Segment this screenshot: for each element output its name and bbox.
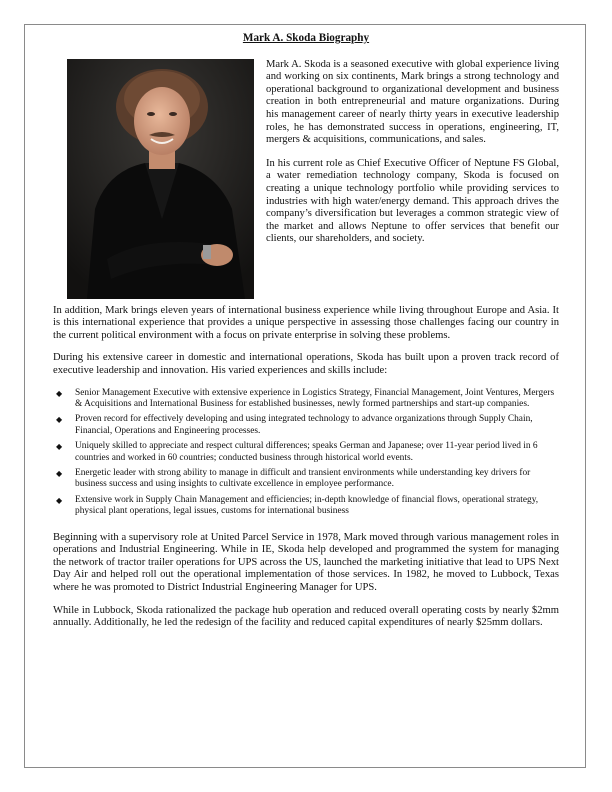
career-paragraph: While in Lubbock, Skoda rationalized the package hub operation and reduced overall operating costs by nearly $2mm annually. Additionally, he led the redesign of the facility and reduced capital expenditures of nearly $25mm dollars. — [53, 604, 559, 629]
list-item: ◆ Energetic leader with strong ability to manage in difficult and transient environments while understanding key drivers for business success and using insights to cultivate excellence in employee performance. — [56, 468, 531, 490]
list-item: ◆ Senior Management Executive with extensive experience in Logistics Strategy, Financial Management, Joint Ventures, Mergers & Acquisitions and International Business for established businesses, newly formed partnerships and start-up companies. — [56, 387, 555, 409]
body-paragraph: In addition, Mark brings eleven years of international business experience while living throughout Europe and Asia. It is this international experience that provides a unique perspective in assessing those challenges facing our country in the current political environment with a focus on private enterprise in solving these problems. — [53, 304, 559, 341]
list-item: ◆ Proven record for effectively developing and using integrated technology to advance organizations through Supply Chain, Financial, Operations and Engineering processes. — [56, 414, 533, 436]
diamond-icon: ◆ — [56, 442, 63, 452]
skills-list — [53, 388, 559, 518]
biography-page — [53, 32, 559, 640]
list-item: ◆ Uniquely skilled to appreciate and respect cultural differences; speaks German and Japanese; over 11-year period lived in 6 countries and worked in 60 countries; conducted business through historical world events. — [56, 441, 538, 463]
body-paragraph: During his extensive career in domestic and international operations, Skoda has built upon a proven track record of executive leadership and innovation. His varied experiences and skills include: — [53, 352, 559, 376]
page-title: Mark A. Skoda Biography — [242, 32, 370, 44]
diamond-icon: ◆ — [56, 415, 63, 425]
diamond-icon: ◆ — [56, 388, 63, 398]
career-paragraph: Beginning with a supervisory role at United Parcel Service in 1978, Mark moved through various management roles in operations and Industrial Engineering. While in IE, Skoda help developed and programmed the system for managing the network of tractor trailer operations for UPS across the US, launched the marketing initiative that lead to UPS Next Day Air and helped roll out the operational implementation of those services. In 1982, he moved to Lubbock, Texas where he was promoted to District Industrial Engineering Manager for UPS. — [53, 531, 559, 593]
intro-paragraph: Mark A. Skoda is a seasoned executive with global experience living and working on six continents, Mark brings a strong technology and operational background to organizational development and business creation in both entrepreneurial and mature organizations. During his management career of nearly thirty years in executive leadership roles, he has demonstrated success in operations, engineering, IT, mergers & acquisitions, communications, and sales. — [266, 58, 559, 146]
intro-paragraph: In his current role as Chief Executive Officer of Neptune FS Global, a water remediation technology company, Skoda is focused on creating a unique technology portfolio while providing services to industries with high water/energy demand. This approach drives the company’s diversification but leverages a common strategic view of the market and allows Neptune to offer services that benefit our clients, our shareholders, and society. — [266, 157, 559, 245]
list-item: ◆ Extensive work in Supply Chain Management and efficiencies; in-depth knowledge of financial flows, operational strategy, physical plant operations, legal issues, customs for international business — [56, 494, 539, 517]
portrait-photo — [67, 59, 254, 299]
diamond-icon: ◆ — [56, 495, 63, 505]
diamond-icon: ◆ — [56, 469, 63, 478]
